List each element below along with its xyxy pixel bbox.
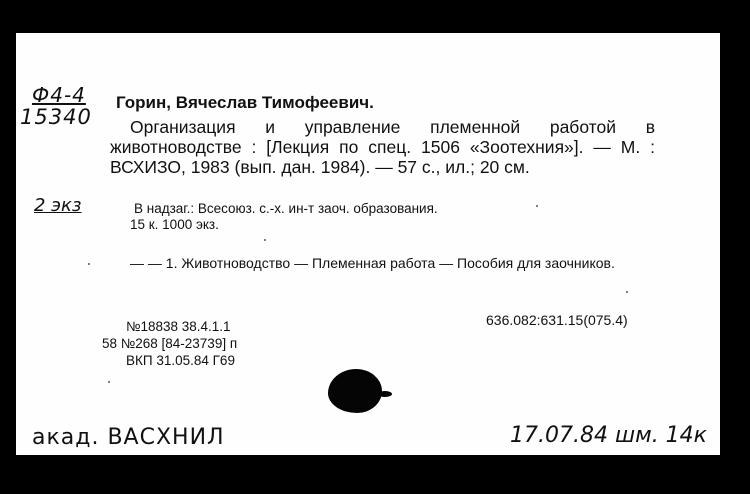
shelf-mark-handwritten: Ф4-4 [32, 83, 86, 107]
copies-handwritten: 2 экз [34, 195, 82, 216]
speck [264, 239, 266, 241]
ink-blot [328, 369, 382, 413]
date-initials-handwritten: 17.07.84 шм. 14к [510, 423, 707, 448]
author-heading: Горин, Вячеслав Тимофеевич. [116, 93, 374, 112]
shelf-number-handwritten: 15340 [20, 105, 92, 129]
registry-line-1: №18838 38.4.1.1 [126, 319, 231, 334]
note-price-run: 15 к. 1000 экз. [130, 217, 219, 232]
speck [536, 205, 538, 207]
registry-line-3: ВКП 31.05.84 Г69 [126, 353, 235, 368]
library-handwritten: акад. ВАСХНИЛ [32, 425, 225, 450]
udc-code: 636.082:631.15(075.4) [486, 312, 628, 328]
speck [108, 381, 110, 383]
subject-headings: — — 1. Животноводство — Племенная работа — Пособия для заочников. [130, 255, 615, 271]
catalog-card [16, 33, 720, 455]
speck [626, 291, 628, 293]
bibliographic-description: Организация и управление племенной работой в животноводстве : [Лекция по спец. 1506 «Зоотехния»]. — М. : ВСХИЗО, 1983 (вып. дан. 1984). — 57 с., ил.; 20 см. [110, 117, 655, 177]
note-header: В надзаг.: Всесоюз. с.-х. ин-т заоч. образования. [134, 201, 438, 216]
speck [88, 263, 90, 265]
registry-line-2: 58 №268 [84-23739] п [102, 336, 238, 351]
